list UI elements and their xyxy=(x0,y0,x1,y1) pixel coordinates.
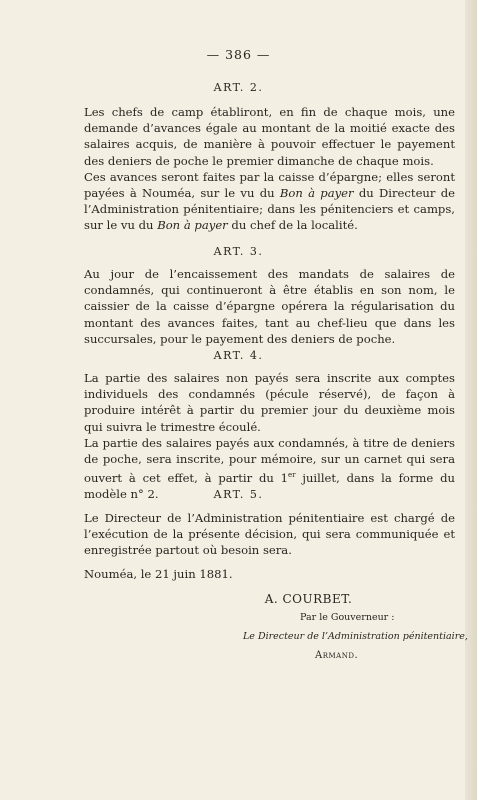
article-4-paragraph-2: La partie des salaires payés aux condamnés, à titre de deniers de poche, sera inscrite, pour mémoire, sur un carnet qui sera ouvert à cet effet, à partir du 1er juillet, dans la forme du modèle n° 2. xyxy=(84,435,456,502)
article-3-heading: ART. 3. xyxy=(213,245,264,258)
article-2-body xyxy=(84,104,455,234)
signatory-name: A. COURBET. xyxy=(264,592,353,606)
article-4-paragraph-1: La partie des salaires non payés sera inscrite aux comptes individuels des condamnés (pécule réservé), de façon à produire intérêt à partir du premier jour du deuxième mois qui suivra le trimestre écoulé. xyxy=(84,371,455,434)
article-5-body xyxy=(84,510,455,559)
article-2-paragraph-2: Ces avances seront faites par la caisse d’épargne; elles seront payées à Nouméa, sur le vu du Bon à payer du Directeur de l’Administration pénitentiaire; dans les pénitenciers et camps, sur le vu du Bon à payer du chef de la localité. xyxy=(84,169,455,233)
article-2-paragraph-1: Les chefs de camp établiront, en fin de chaque mois, une demande d’avances égale au montant de la moitié exacte des salaires acquis, de manière à pouvoir effectuer le payement des deniers de poche le premier dimanche de chaque mois. xyxy=(84,105,455,168)
article-5-paragraph-1: Le Directeur de l’Administration pénitentiaire est chargé de l’exécution de la présente décision, qui sera communiquée et enregistrée partout où besoin sera. xyxy=(84,511,455,558)
article-2-heading: ART. 2. xyxy=(213,81,264,94)
article-4-body xyxy=(84,370,455,502)
page-number: — 386 — xyxy=(206,47,271,62)
director-title: Le Directeur de l’Administration pénitentiaire, xyxy=(243,631,468,642)
page-edge xyxy=(465,0,477,800)
article-5-heading: ART. 5. xyxy=(213,488,264,501)
by-governor-line: Par le Gouverneur : xyxy=(300,612,395,623)
article-3-paragraph-1: Au jour de l’encaissement des mandats de salaires de condamnés, qui continueront à être établis en son nom, le caissier de la caisse d’épargne opérera la régularisation du montant des avances faites, tant au chef-lieu que dans les succursales, pour le payement des deniers de poche. xyxy=(84,267,455,346)
dateline: Nouméa, le 21 juin 1881. xyxy=(84,567,233,581)
countersignatory-name: Armand. xyxy=(315,650,359,661)
article-3-body xyxy=(84,266,455,347)
article-4-heading: ART. 4. xyxy=(213,349,264,362)
